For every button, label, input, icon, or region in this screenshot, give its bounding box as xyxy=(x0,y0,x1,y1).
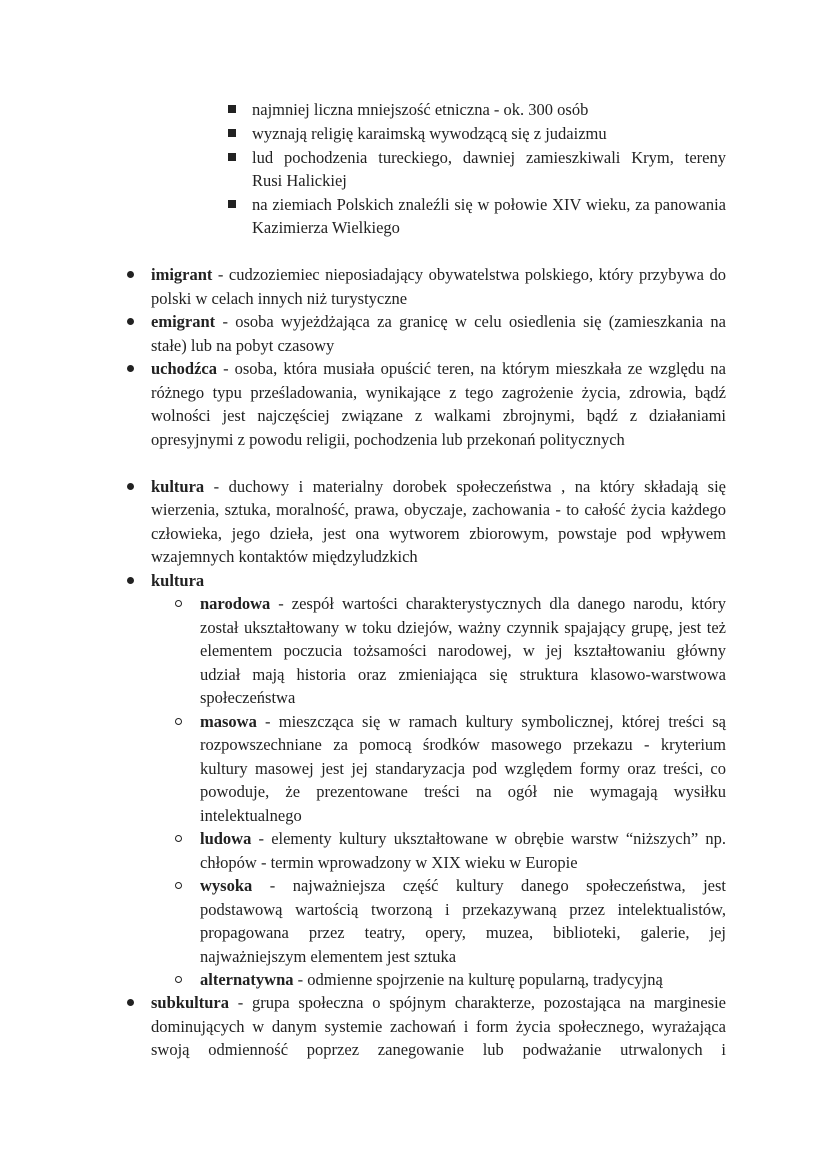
bullet-icon xyxy=(127,318,134,325)
definition-line: chłopów - termin wprowadzony w XIX wieku w Europie xyxy=(200,853,578,872)
definition-line: wzajemnych kontaktów międzyludzkich xyxy=(151,547,418,566)
definition-line: podstawową wartością tworzoną i przekazywaną przez intelektualistów, xyxy=(200,900,726,919)
definition-line: człowieka, jego dzieła, jest ona wytworem zbiorowym, powstaje pod wpływem xyxy=(151,524,726,543)
definition-masowa: masowa - mieszcząca się w ramach kultury symbolicznej, której treści są xyxy=(200,712,726,731)
definition-line: opresyjnymi z powodu religii, pochodzenia lub przekonań politycznych xyxy=(151,430,625,449)
square-bullet-icon xyxy=(228,153,236,161)
term-subkultura: subkultura xyxy=(151,993,229,1012)
bullet-icon xyxy=(127,271,134,278)
definition-line: powoduje, że prezentowane treści na ogół nie wymagają wysiłku xyxy=(200,782,726,801)
definition-line: najważniejszym elementem jest sztuka xyxy=(200,947,457,966)
term-kultura: kultura xyxy=(151,477,205,496)
definition-line: rozpowszechniane za pomocą środków masowego przekazu - kryterium xyxy=(200,735,726,754)
list-item: wyznają religię karaimską wywodzącą się z judaizmu xyxy=(252,124,607,143)
term-wysoka: wysoka xyxy=(200,876,253,895)
circle-bullet-icon xyxy=(175,835,182,842)
definition-line: dominujących w danym systemie zachowań i form życia społecznego, wyrażająca xyxy=(151,1017,726,1036)
definition-emigrant: emigrant - osoba wyjeżdżająca za granicę w celu osiedlenia się (zamieszkania na xyxy=(151,312,726,331)
list-item-continuation: Kazimierza Wielkiego xyxy=(252,218,400,237)
definition-wysoka: wysoka - najważniejsza część kultury danego społeczeństwa, jest xyxy=(200,876,726,895)
definition-line: swoją odmienność poprzez zanegowanie lub podważanie utrwalonych i xyxy=(151,1040,726,1059)
list-item-continuation: Rusi Halickiej xyxy=(252,171,347,190)
definition-line: kultury masowej jest jej standaryzacja pod względem formy oraz treści, co xyxy=(200,759,726,778)
definition-line: propagowana przez teatry, opery, muzea, biblioteki, galerie, jej xyxy=(200,923,726,942)
definition-line: został ukształtowany w toku dziejów, ważny czynnik spajający grupę, jest też xyxy=(200,618,726,637)
definition-line: społeczeństwa xyxy=(200,688,296,707)
definition-alternatywna: alternatywna - odmienne spojrzenie na kulturę popularną, tradycyjną xyxy=(200,970,663,989)
circle-bullet-icon xyxy=(175,600,182,607)
term-emigrant: emigrant xyxy=(151,312,216,331)
definition-subkultura: subkultura - grupa społeczna o spójnym charakterze, pozostająca na marginesie xyxy=(151,993,726,1012)
definition-ludowa: ludowa - elementy kultury ukształtowane w obrębie warstw “niższych” np. xyxy=(200,829,726,848)
bullet-icon xyxy=(127,483,134,490)
definition-kultura: kultura - duchowy i materialny dorobek społeczeństwa , na który składają się xyxy=(151,477,726,496)
definition-line: wolności jest najczęściej związane z walkami zbrojnymi, bądź z działaniami xyxy=(151,406,726,425)
term-ludowa: ludowa xyxy=(200,829,252,848)
term-imigrant: imigrant xyxy=(151,265,213,284)
bullet-icon xyxy=(127,577,134,584)
definition-narodowa: narodowa - zespół wartości charakterystycznych dla danego narodu, który xyxy=(200,594,726,613)
definition-line: stałe) lub na pobyt czasowy xyxy=(151,336,335,355)
definition-line: wierzenia, sztuka, moralność, prawa, obyczaje, zachowania - to całość życia każdego xyxy=(151,500,726,519)
section-heading-kultura: kultura xyxy=(151,571,205,590)
definition-uchodzca: uchodźca - osoba, która musiała opuścić teren, na którym mieszkała ze względu na xyxy=(151,359,726,378)
definition-line: elementem poczucia tożsamości narodowej, w jej kształtowaniu główny xyxy=(200,641,726,660)
list-item: na ziemiach Polskich znaleźli się w połowie XIV wieku, za panowania xyxy=(252,195,726,214)
bullet-icon xyxy=(127,365,134,372)
term-narodowa: narodowa xyxy=(200,594,271,613)
definition-line: różnego typu prześladowania, wynikające z tego zagrożenie życia, zdrowia, bądź xyxy=(151,383,726,402)
list-item: najmniej liczna mniejszość etniczna - ok. 300 osób xyxy=(252,100,589,119)
definition-line: udział mają historia oraz zmieniająca się struktura klasowo-warstwowa xyxy=(200,665,726,684)
circle-bullet-icon xyxy=(175,882,182,889)
term-alternatywna: alternatywna xyxy=(200,970,294,989)
square-bullet-icon xyxy=(228,105,236,113)
term-masowa: masowa xyxy=(200,712,257,731)
definition-line: intelektualnego xyxy=(200,806,302,825)
circle-bullet-icon xyxy=(175,718,182,725)
bullet-icon xyxy=(127,999,134,1006)
square-bullet-icon xyxy=(228,200,236,208)
definition-line: polski w celach innych niż turystyczne xyxy=(151,289,408,308)
square-bullet-icon xyxy=(228,129,236,137)
term-uchodzca: uchodźca xyxy=(151,359,217,378)
list-item: lud pochodzenia tureckiego, dawniej zamieszkiwali Krym, tereny xyxy=(252,148,726,167)
circle-bullet-icon xyxy=(175,976,182,983)
definition-imigrant: imigrant - cudzoziemiec nieposiadający obywatelstwa polskiego, który przybywa do xyxy=(151,265,726,284)
